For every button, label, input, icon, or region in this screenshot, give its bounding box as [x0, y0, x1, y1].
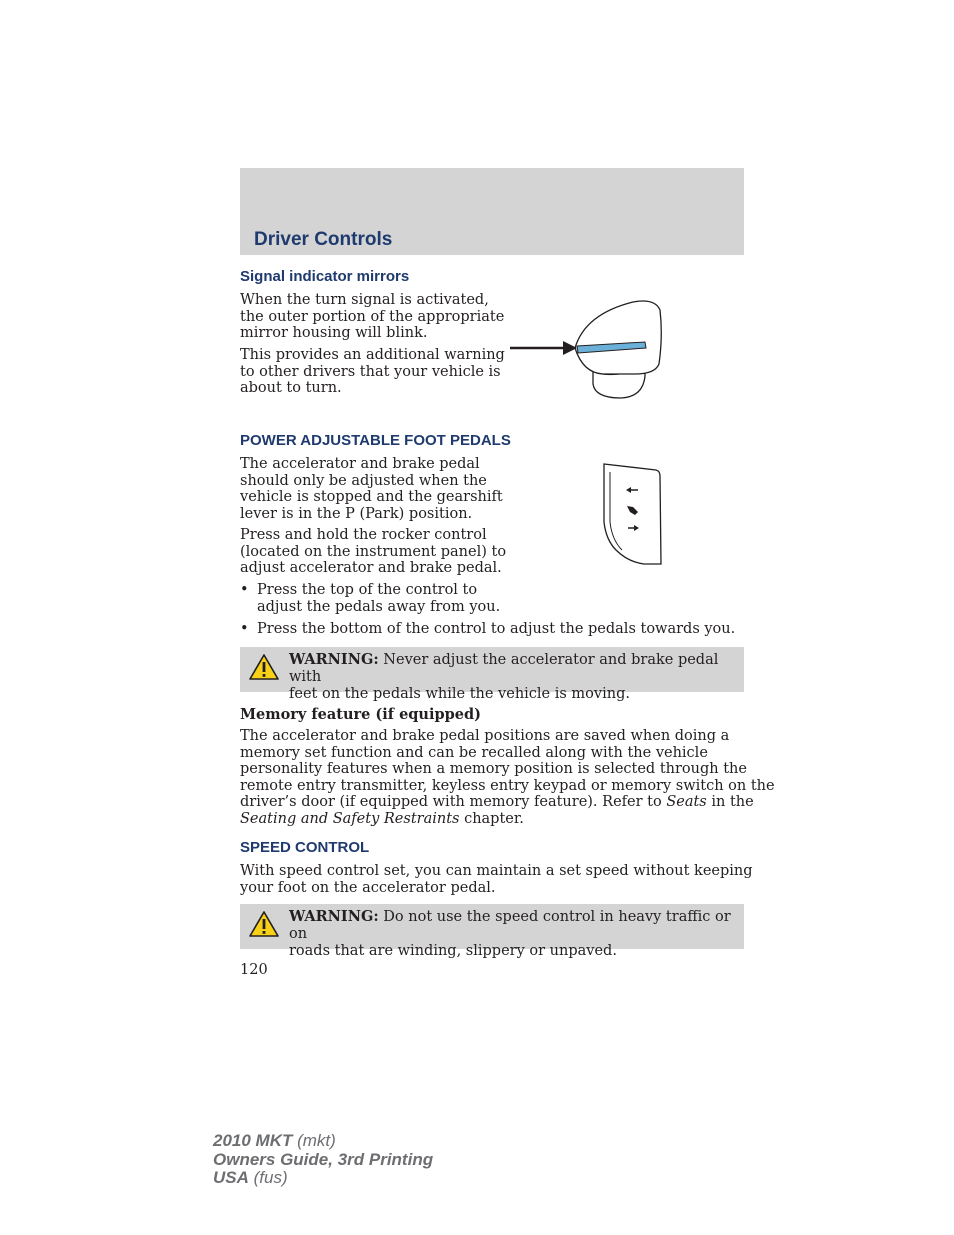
pedal-rocker-switch-illustration [600, 460, 670, 570]
footer-line [213, 1169, 433, 1188]
signal-paragraph-2 [240, 347, 505, 397]
text-line: personality features when a memory position is selected through the [240, 761, 747, 777]
text-line: When the turn signal is activated, [240, 292, 489, 308]
text-line: mirror housing will blink. [240, 325, 428, 341]
bullet-text [257, 582, 500, 615]
warning-triangle-icon [248, 910, 280, 938]
text-line: The accelerator and brake pedal [240, 456, 480, 472]
text-line: about to turn. [240, 380, 342, 396]
text-line [240, 794, 775, 811]
warning-triangle-icon [248, 653, 280, 681]
text-line: adjust accelerator and brake pedal. [240, 560, 502, 576]
pedals-paragraph-2 [240, 527, 506, 577]
warning-line: Never adjust the accelerator and brake pedal with [289, 652, 719, 685]
seats-reference: Seats [666, 794, 707, 810]
text-line: The accelerator and brake pedal positions are saved when doing a [240, 728, 730, 744]
text-line: With speed control set, you can maintain a set speed without keeping [240, 863, 753, 879]
section-header-band [240, 168, 744, 255]
text-line: vehicle is stopped and the gearshift [240, 489, 503, 505]
text-line: the outer portion of the appropriate [240, 308, 505, 325]
section-title: Driver Controls [254, 229, 393, 250]
memory-feature-heading: Memory feature (if equipped) [240, 706, 481, 723]
warning-line: roads that are winding, slippery or unpaved. [289, 943, 617, 959]
footer-line: Owners Guide, 3rd Printing [213, 1149, 434, 1169]
warning-label: WARNING: [289, 908, 379, 925]
text-line: should only be adjusted when the [240, 472, 487, 489]
footer-code: (mkt) [292, 1131, 336, 1150]
warning-text [289, 651, 744, 703]
mirror-illustration [505, 296, 670, 406]
text-span: chapter. [459, 810, 524, 827]
footer-model: 2010 MKT [213, 1131, 293, 1150]
warning-line: Do not use the speed control in heavy traffic or on [289, 909, 731, 942]
text-span: driver’s door (if equipped with memory feature). Refer to [240, 794, 667, 810]
page-number: 120 [240, 962, 268, 978]
text-line: memory set function and can be recalled along with the vehicle [240, 744, 708, 761]
footer-market: USA [213, 1168, 249, 1187]
text-line: Press the top of the control to [257, 582, 478, 598]
warning-text [289, 908, 744, 960]
signal-paragraph-1 [240, 292, 504, 342]
signal-mirrors-heading: Signal indicator mirrors [240, 268, 410, 285]
memory-paragraph [240, 728, 775, 827]
bullet-text: Press the bottom of the control to adjust the pedals towards you. [257, 621, 736, 637]
speed-control-heading: SPEED CONTROL [240, 839, 370, 856]
text-line [240, 811, 775, 828]
text-line: This provides an additional warning [240, 347, 505, 363]
pedals-paragraph-1 [240, 456, 503, 522]
text-line: (located on the instrument panel) to [240, 543, 507, 560]
pedals-heading: POWER ADJUSTABLE FOOT PEDALS [240, 432, 511, 449]
chapter-reference: Seating and Safety Restraints [240, 810, 460, 827]
warning-box-pedals [240, 647, 744, 702]
text-line: to other drivers that your vehicle is [240, 363, 501, 380]
footer-code: (fus) [248, 1168, 288, 1187]
bullet-dot: • [240, 582, 249, 598]
text-span: in the [706, 794, 754, 810]
warning-label: WARNING: [289, 651, 379, 668]
footer-line [213, 1132, 433, 1151]
text-line: remote entry transmitter, keyless entry keypad or memory switch on the [240, 777, 775, 794]
text-line: lever is in the P (Park) position. [240, 505, 473, 522]
text-line: Press and hold the rocker control [240, 527, 487, 543]
text-line: your foot on the accelerator pedal. [240, 879, 496, 896]
speed-paragraph [240, 863, 753, 896]
text-line: adjust the pedals away from you. [257, 598, 501, 615]
warning-line: feet on the pedals while the vehicle is moving. [289, 686, 630, 702]
bullet-dot: • [240, 621, 249, 637]
warning-box-speed [240, 904, 744, 959]
document-footer [213, 1132, 433, 1188]
